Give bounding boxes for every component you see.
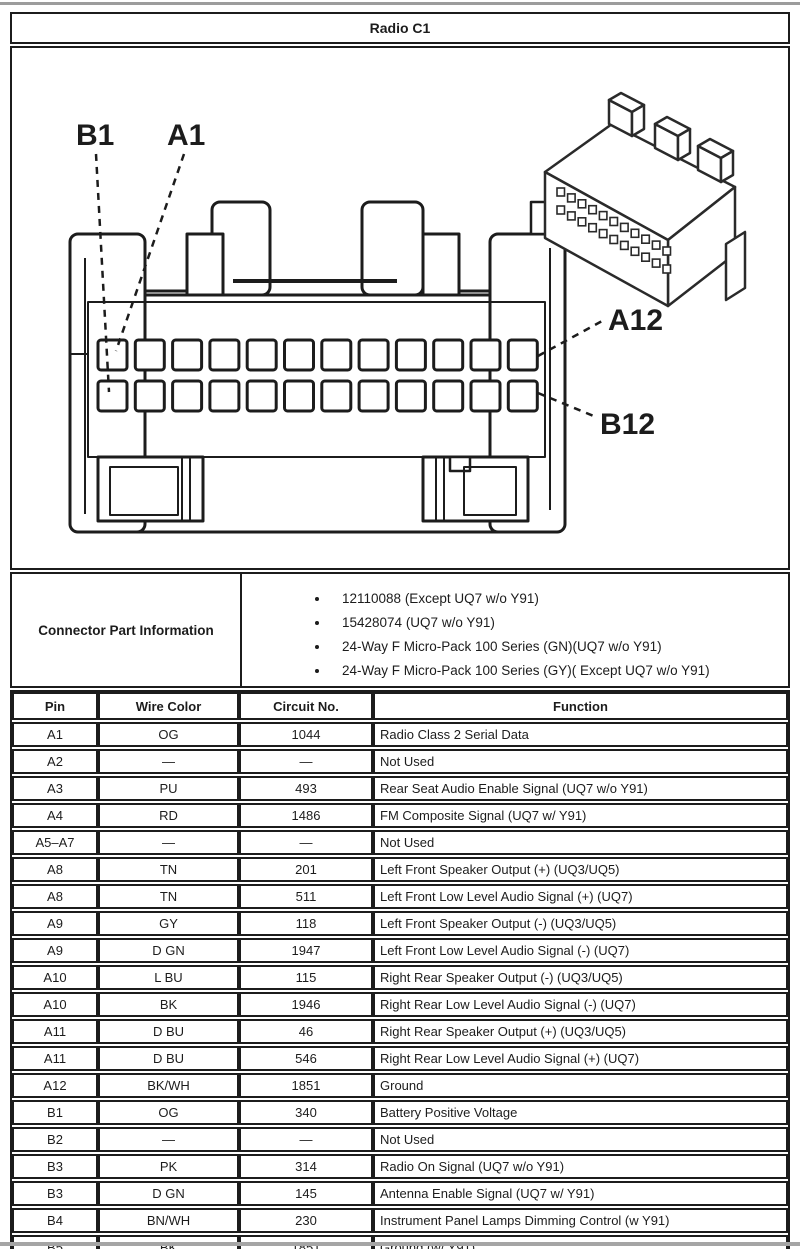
function-cell: Battery Positive Voltage xyxy=(373,1100,788,1125)
page-bottom-divider xyxy=(0,1242,800,1246)
circuit-no-cell: 145 xyxy=(239,1181,373,1206)
function-cell: Radio Class 2 Serial Data xyxy=(373,722,788,747)
function-cell: Ground xyxy=(373,1073,788,1098)
table-header-row xyxy=(12,692,788,720)
table-row xyxy=(12,965,788,990)
wire-color-cell: RD xyxy=(98,803,239,828)
connector-part-information-label: Connector Part Information xyxy=(12,574,242,686)
function-cell: Rear Seat Audio Enable Signal (UQ7 w/o Y91) xyxy=(373,776,788,801)
circuit-no-cell: 1486 xyxy=(239,803,373,828)
circuit-no-cell: — xyxy=(239,1127,373,1152)
circuit-no-cell: 1947 xyxy=(239,938,373,963)
pin-label-a12: A12 xyxy=(608,304,664,337)
function-cell: Not Used xyxy=(373,830,788,855)
pin-cell: A10 xyxy=(12,965,98,990)
part-number-item: • 12110088 (Except UQ7 w/o Y91) xyxy=(330,587,782,611)
circuit-no-cell: 511 xyxy=(239,884,373,909)
pin-cell: A11 xyxy=(12,1019,98,1044)
table-row xyxy=(12,911,788,936)
pin-label-b12: B12 xyxy=(600,408,656,441)
connector-isometric-view xyxy=(545,93,745,306)
function-cell: Left Front Speaker Output (+) (UQ3/UQ5) xyxy=(373,857,788,882)
table-row xyxy=(12,749,788,774)
connector-diagram-box xyxy=(10,46,790,570)
page-title: Radio C1 xyxy=(369,20,431,36)
pin-cell: B4 xyxy=(12,1208,98,1233)
pin-cell: A2 xyxy=(12,749,98,774)
table-row xyxy=(12,938,788,963)
circuit-no-cell: 546 xyxy=(239,1046,373,1071)
table-row xyxy=(12,776,788,801)
function-cell: Antenna Enable Signal (UQ7 w/ Y91) xyxy=(373,1181,788,1206)
pin-cell: A8 xyxy=(12,857,98,882)
pin-cell: B2 xyxy=(12,1127,98,1152)
title-bar xyxy=(10,12,790,44)
pin-cell: B3 xyxy=(12,1154,98,1179)
circuit-no-cell: 1946 xyxy=(239,992,373,1017)
circuit-no-cell: 115 xyxy=(239,965,373,990)
pin-cell: A5–A7 xyxy=(12,830,98,855)
table-row xyxy=(12,884,788,909)
pin-table-wrap xyxy=(10,690,790,1249)
header-wire-color: Wire Color xyxy=(98,692,239,720)
function-cell: Right Rear Low Level Audio Signal (-) (UQ7) xyxy=(373,992,788,1017)
function-cell: FM Composite Signal (UQ7 w/ Y91) xyxy=(373,803,788,828)
wire-color-cell: D BU xyxy=(98,1019,239,1044)
pin-table xyxy=(12,690,788,1249)
function-cell: Not Used xyxy=(373,749,788,774)
function-cell: Right Rear Speaker Output (+) (UQ3/UQ5) xyxy=(373,1019,788,1044)
part-number-item: • 24-Way F Micro-Pack 100 Series (GN)(UQ7 w/o Y91) xyxy=(330,635,782,659)
wire-color-cell: D GN xyxy=(98,938,239,963)
pin-cell: A12 xyxy=(12,1073,98,1098)
table-row xyxy=(12,992,788,1017)
pin-cell: A9 xyxy=(12,911,98,936)
circuit-no-cell: 340 xyxy=(239,1100,373,1125)
connector-part-information xyxy=(10,572,790,688)
pin-cell: A8 xyxy=(12,884,98,909)
table-row xyxy=(12,830,788,855)
wire-color-cell: D BU xyxy=(98,1046,239,1071)
wire-color-cell: D GN xyxy=(98,1181,239,1206)
connector-face-diagram xyxy=(12,48,788,568)
function-cell: Radio On Signal (UQ7 w/o Y91) xyxy=(373,1154,788,1179)
wire-color-cell: BN/WH xyxy=(98,1208,239,1233)
function-cell: Right Rear Speaker Output (-) (UQ3/UQ5) xyxy=(373,965,788,990)
table-row xyxy=(12,803,788,828)
part-number-item: • 24-Way F Micro-Pack 100 Series (GY)( Except UQ7 w/o Y91) xyxy=(330,659,782,683)
function-cell: Instrument Panel Lamps Dimming Control (w Y91) xyxy=(373,1208,788,1233)
circuit-no-cell: 230 xyxy=(239,1208,373,1233)
table-row xyxy=(12,1127,788,1152)
wire-color-cell: OG xyxy=(98,1100,239,1125)
circuit-no-cell: 46 xyxy=(239,1019,373,1044)
circuit-no-cell: 314 xyxy=(239,1154,373,1179)
wire-color-cell: OG xyxy=(98,722,239,747)
pin-cell: A4 xyxy=(12,803,98,828)
table-row xyxy=(12,1154,788,1179)
wire-color-cell: PK xyxy=(98,1154,239,1179)
function-cell: Left Front Low Level Audio Signal (+) (UQ7) xyxy=(373,884,788,909)
function-cell: Left Front Low Level Audio Signal (-) (UQ7) xyxy=(373,938,788,963)
connector-part-numbers-list xyxy=(242,574,788,686)
table-row xyxy=(12,1046,788,1071)
table-row xyxy=(12,1019,788,1044)
wire-color-cell: L BU xyxy=(98,965,239,990)
table-row xyxy=(12,1208,788,1233)
circuit-no-cell: — xyxy=(239,830,373,855)
table-row xyxy=(12,857,788,882)
table-row xyxy=(12,1181,788,1206)
table-row xyxy=(12,722,788,747)
header-circuit-no: Circuit No. xyxy=(239,692,373,720)
header-pin: Pin xyxy=(12,692,98,720)
pin-cell: A10 xyxy=(12,992,98,1017)
pin-cell: A3 xyxy=(12,776,98,801)
function-cell: Not Used xyxy=(373,1127,788,1152)
page-top-divider xyxy=(0,2,800,5)
wire-color-cell: GY xyxy=(98,911,239,936)
wire-color-cell: BK xyxy=(98,992,239,1017)
wire-color-cell: — xyxy=(98,749,239,774)
table-row xyxy=(12,1073,788,1098)
header-function: Function xyxy=(373,692,788,720)
circuit-no-cell: 493 xyxy=(239,776,373,801)
wire-color-cell: — xyxy=(98,830,239,855)
table-row xyxy=(12,1100,788,1125)
circuit-no-cell: — xyxy=(239,749,373,774)
pin-label-b1: B1 xyxy=(76,119,115,152)
function-cell: Left Front Speaker Output (-) (UQ3/UQ5) xyxy=(373,911,788,936)
function-cell: Right Rear Low Level Audio Signal (+) (UQ7) xyxy=(373,1046,788,1071)
pin-label-a1: A1 xyxy=(167,119,206,152)
pin-cell: A11 xyxy=(12,1046,98,1071)
circuit-no-cell: 1851 xyxy=(239,1073,373,1098)
part-number-item: • 15428074 (UQ7 w/o Y91) xyxy=(330,611,782,635)
wire-color-cell: PU xyxy=(98,776,239,801)
pin-cell: A1 xyxy=(12,722,98,747)
pin-cell: B1 xyxy=(12,1100,98,1125)
pin-cell: B3 xyxy=(12,1181,98,1206)
wire-color-cell: BK/WH xyxy=(98,1073,239,1098)
circuit-no-cell: 118 xyxy=(239,911,373,936)
circuit-no-cell: 1044 xyxy=(239,722,373,747)
circuit-no-cell: 201 xyxy=(239,857,373,882)
wire-color-cell: — xyxy=(98,1127,239,1152)
pin-cell: A9 xyxy=(12,938,98,963)
wire-color-cell: TN xyxy=(98,884,239,909)
wire-color-cell: TN xyxy=(98,857,239,882)
